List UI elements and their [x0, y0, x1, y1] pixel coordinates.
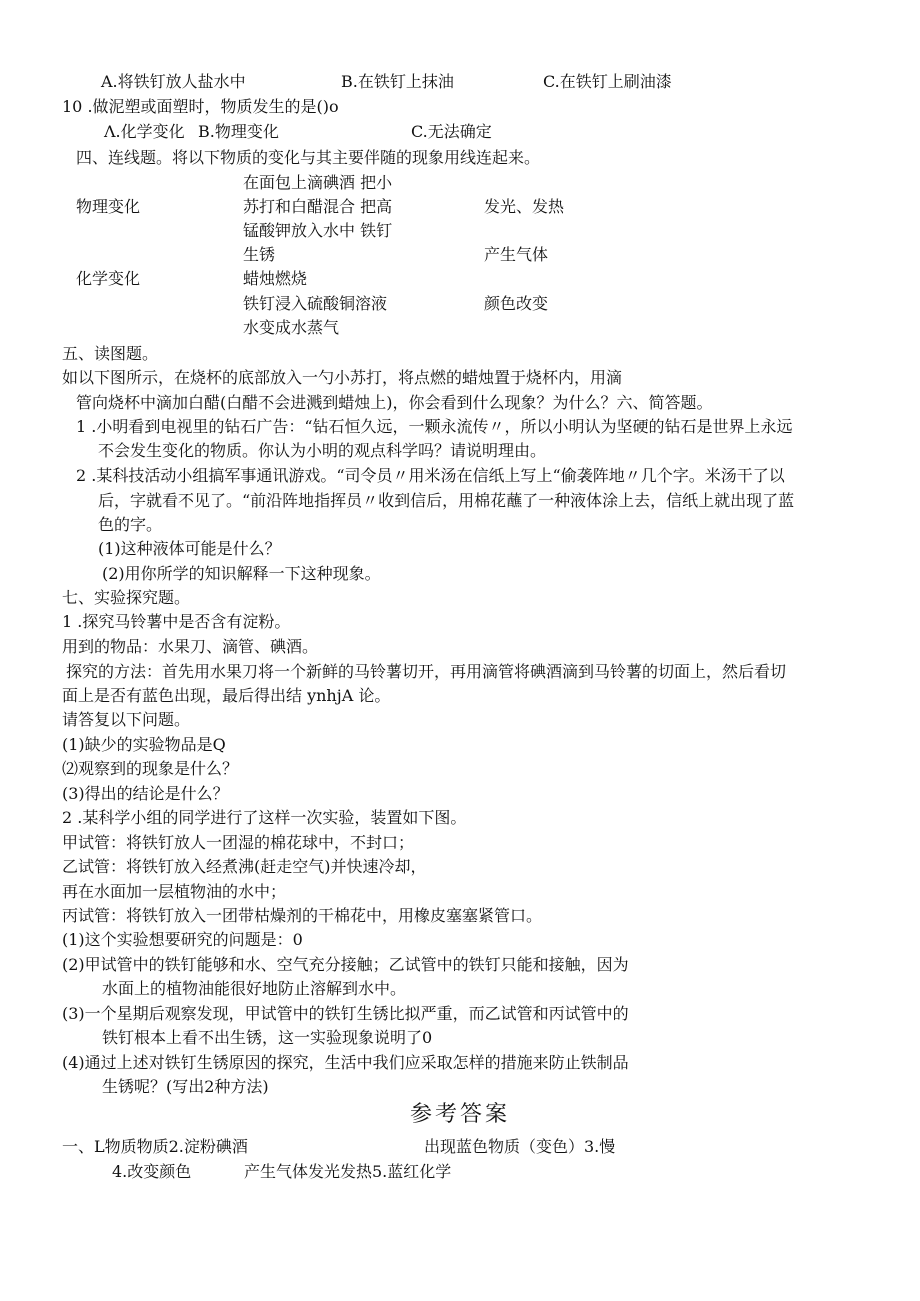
answers-heading: 参考答案 — [410, 1102, 511, 1127]
match-middle-item: 蜡烛燃烧 — [243, 269, 308, 288]
section5-text: 如以下图所示，在烧杯的底部放入一勺小苏打，将点燃的蜡烛置于烧杯内，用滴 — [62, 368, 623, 387]
experiment2-tube-yi: 再在水面加一层植物油的水中； — [62, 882, 287, 901]
q10-option-a: Λ.化学变化 — [104, 122, 185, 141]
experiment1-items: 用到的物品：水果刀、滴管、碘酒。 — [62, 637, 319, 656]
match-right-color: 颜色改变 — [484, 294, 549, 313]
match-middle-item: 水变成水蒸气 — [243, 318, 340, 337]
experiment1-q1: (1)缺少的实验物品是Q — [62, 735, 226, 754]
section6-q1: 1 .小明看到电视里的钻石广告：“钻石恒久远，一颗永流传〃，所以小明认为坚硬的钻石是世界上永远 — [76, 417, 793, 436]
experiment2-tube-bing: 丙试管：将铁钉放入一团带枯燥剂的干棉花中，用橡皮塞塞紧管口。 — [62, 906, 543, 925]
match-middle-item: 铁钉浸入硫酸铜溶液 — [243, 294, 388, 313]
match-left-physical: 物理变化 — [76, 197, 141, 216]
section6-q2-sub1: (1)这种液体可能是什么？ — [98, 539, 281, 558]
section6-q2: 色的字。 — [98, 515, 163, 534]
section4-title: 四、连线题。将以下物质的变化与其主要伴随的现象用线连起来。 — [76, 148, 541, 167]
match-middle-item: 锰酸钾放入水中 铁钉 — [243, 221, 393, 240]
answers-line: 4.改变颜色 — [112, 1162, 192, 1181]
experiment1-method: 探究的方法：首先用水果刀将一个新鲜的马铃薯切开，再用滴管将碘酒滴到马铃薯的切面上，然后看切 — [66, 662, 787, 681]
match-left-chemical: 化学变化 — [76, 269, 141, 288]
match-middle-item: 在面包上滴碘酒 把小 — [243, 173, 393, 192]
q10-stem: 10 .做泥塑或面塑时，物质发生的是()o — [62, 97, 339, 116]
experiment1-q3: (3)得出的结论是什么？ — [62, 784, 229, 803]
experiment2-q2: (2)甲试管中的铁钉能够和水、空气充分接触；乙试管中的铁钉只能和接触，因为 — [62, 955, 629, 974]
experiment1-prompt: 请答复以下问题。 — [62, 710, 191, 729]
experiment2-q4: (4)通过上述对铁钉生锈原因的探究，生活中我们应采取怎样的措施来防止铁制品 — [62, 1053, 629, 1072]
experiment2-title: 2 .某科学小组的同学进行了这样一次实验，装置如下图。 — [62, 808, 467, 827]
q10-option-b: B.物理变化 — [198, 122, 279, 141]
answers-line: 产生气体发光发热5.蓝红化学 — [244, 1162, 452, 1181]
answers-line: 一、L物质物质2.淀粉碘酒 — [62, 1137, 248, 1156]
section7-title: 七、实验探究题。 — [62, 588, 191, 607]
experiment2-q3: (3)一个星期后观察发现，甲试管中的铁钉生锈比拟严重，而乙试管和丙试管中的 — [62, 1004, 629, 1023]
section6-q2-sub2: (2)用你所学的知识解释一下这种现象。 — [102, 564, 381, 583]
section5-text: 管向烧杯中滴加白醋(白醋不会进溅到蜡烛上)，你会看到什么现象？为什么？六、简答题。 — [76, 393, 713, 412]
q10-option-c: C.无法确定 — [411, 122, 492, 141]
match-right-gas: 产生气体 — [484, 245, 549, 264]
q9-option-a: A.将铁钉放人盐水中 — [101, 72, 246, 91]
match-right-light-heat: 发光、发热 — [484, 197, 565, 216]
section6-q2: 2 .某科技活动小组搞军事通讯游戏。“司令员〃用米汤在信纸上写上“偷袭阵地〃几个字。米汤干了以 — [76, 466, 785, 485]
experiment1-q2: ⑵观察到的现象是什么？ — [62, 759, 239, 778]
match-middle-item: 生锈 — [243, 245, 276, 264]
section6-q2: 后，字就看不见了。“前沿阵地指挥员〃收到信后，用棉花蘸了一种液体涂上去，信纸上就出现了蓝 — [98, 491, 795, 510]
experiment2-q1: (1)这个实验想要研究的问题是：0 — [62, 930, 303, 949]
q9-option-c: C.在铁钉上刷油漆 — [543, 72, 672, 91]
experiment2-tube-yi: 乙试管：将铁钉放入经煮沸(赶走空气)并快速冷却， — [62, 857, 427, 876]
experiment2-q2: 水面上的植物油能很好地防止溶解到水中。 — [102, 979, 407, 998]
experiment2-q3: 铁钉根本上看不出生锈，这一实验现象说明了0 — [102, 1028, 433, 1047]
match-middle-item: 苏打和白醋混合 把高 — [243, 197, 393, 216]
section6-q1: 不会发生变化的物质。你认为小明的观点科学吗？请说明理由。 — [98, 441, 547, 460]
experiment1-title: 1 .探究马铃薯中是否含有淀粉。 — [62, 612, 291, 631]
experiment1-method: 面上是否有蓝色出现，最后得出结 ynhjA 论。 — [62, 686, 391, 705]
experiment2-q4: 生锈呢？(写出2种方法) — [102, 1077, 269, 1096]
section5-title: 五、读图题。 — [62, 344, 159, 363]
q9-option-b: B.在铁钉上抹油 — [341, 72, 454, 91]
experiment2-tube-jia: 甲试管：将铁钉放人一团湿的棉花球中，不封口； — [62, 833, 415, 852]
answers-line: 出现蓝色物质（变色）3.慢 — [424, 1137, 616, 1156]
